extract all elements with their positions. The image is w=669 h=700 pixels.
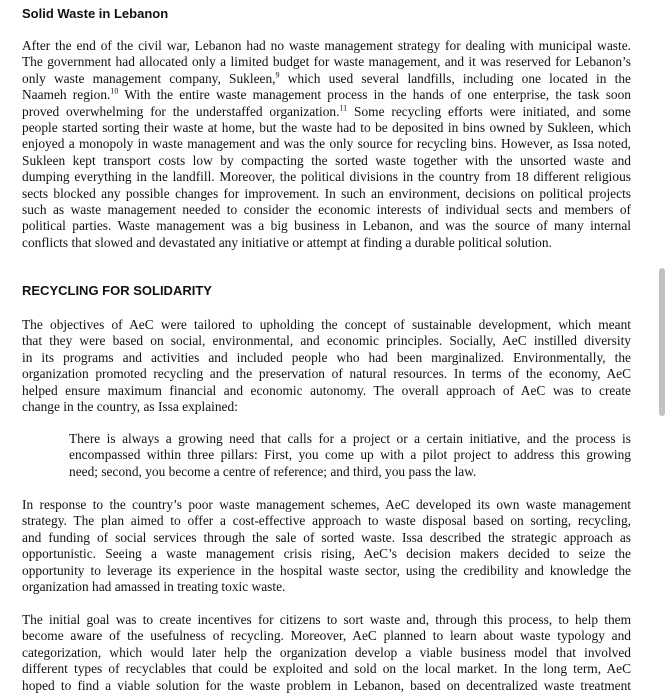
text-fragment: which used several landfills, including one located in the [287, 70, 631, 86]
text-line: people started sorting their waste at home, but the waste had to be deposited in bins owned by Sukleen, which [22, 120, 631, 136]
paragraph-solid-waste [22, 38, 631, 251]
text-line: political parties. Waste management was a big business in Lebanon, and was the source of many internal [22, 218, 631, 234]
text-line: organization promoted recycling and the preservation of natural resources. In terms of the economy, AeC [22, 366, 631, 382]
text-line: in its programs and activities and included people who had been marginalized. Environmentally, the [22, 349, 631, 365]
text-line: such as waste management needed to consider the economic interests of individual sects and members of [22, 202, 631, 218]
paragraph-initial-goal [22, 612, 631, 694]
text-line: In response to the country’s poor waste management schemes, AeC developed its own waste management [22, 497, 631, 512]
text-line: categorization, which would later help the organization develop a viable business model that involved [22, 644, 631, 660]
text-line: sects blocked any possible changes for improvement. In such an environment, decisions on political projects [22, 185, 631, 201]
text-line [22, 87, 631, 103]
text-line: The initial goal was to create incentives for citizens to sort waste and, through this process, to help them [22, 612, 631, 627]
text-line: organization had amassed in treating toxic waste. [22, 579, 286, 595]
text-line: and funding of social services through the sale of sorted waste. Issa described the strategic approach as [22, 529, 631, 545]
text-fragment: proved overwhelming for the understaffed organization. [22, 103, 340, 119]
text-line: strategy. The plan aimed to offer a cost-effective approach to waste disposal based on sorting, recycling, [22, 513, 631, 529]
vertical-scrollbar-thumb[interactable] [659, 268, 665, 416]
text-line: different types of recyclables that could be exploited and sold on the local market. In the long term, AeC [22, 661, 631, 677]
text-line: After the end of the civil war, Lebanon had no waste management strategy for dealing with municipal waste. [22, 38, 631, 53]
text-line [22, 71, 631, 87]
text-line: dumping everything in the landfill. Moreover, the political divisions in the country from 18 different religious [22, 169, 631, 185]
text-fragment: only waste management company, Sukleen, [22, 70, 276, 86]
paragraph-objectives [22, 317, 631, 415]
section-heading-recycling: RECYCLING FOR SOLIDARITY [22, 283, 212, 298]
text-line: become aware of the usefulness of recycling. Moreover, AeC planned to learn about waste typology and [22, 628, 631, 644]
footnote-marker: 10 [110, 86, 119, 96]
text-line: need; second, you become a centre of reference; and third, you pass the law. [69, 463, 477, 479]
text-line: There is always a growing need that calls for a project or a certain initiative, and the process is [69, 431, 631, 446]
text-line: change in the country, as Issa explained: [22, 399, 238, 415]
section-heading-solid-waste: Solid Waste in Lebanon [22, 6, 169, 21]
text-fragment: With the entire waste management process in the hands of one enterprise, the task soon [124, 87, 631, 103]
text-line: The objectives of AeC were tailored to upholding the concept of sustainable development, which meant [22, 317, 631, 332]
text-line: Sukleen kept transport costs low by compacting the sorted waste together with the unsorted waste and [22, 152, 631, 168]
text-fragment: Some recycling efforts were initiated, and some [354, 103, 631, 119]
text-line: conflicts that slowed and devastated any initiative or attempt at finding a durable political solution. [22, 234, 552, 250]
text-line: enjoyed a monopoly in waste management and was the only source for recycling bins. However, as Issa noted, [22, 136, 631, 152]
text-line: opportunity to leverage its experience in the hospital waste sector, using the credibility and knowledge the [22, 562, 631, 578]
paragraph-strategy [22, 497, 631, 595]
text-line [22, 104, 631, 120]
text-fragment: Naameh region. [22, 87, 111, 103]
text-line: The government had allocated only a limited budget for waste management, and it was reserved for Lebanon’s [22, 54, 631, 70]
text-line: encompassed within three pillars: First, you come up with a pilot project to address this growing [69, 447, 631, 463]
footnote-marker: 11 [339, 103, 348, 113]
footnote-marker: 9 [275, 70, 280, 80]
text-line: hoped to find a viable solution for the waste problem in Lebanon, based on decentralized waste treatment [22, 677, 631, 693]
text-line: helped ensure maximum financial and economic autonomy. The overall approach of AeC was to create [22, 382, 631, 398]
text-line: opportunistic. Seeing a waste management crisis rising, AeC’s decision makers decided to seize the [22, 546, 631, 562]
text-line: that they were based on social, environmental, and economic principles. Socially, AeC instilled diversity [22, 333, 631, 349]
block-quote [69, 431, 631, 480]
